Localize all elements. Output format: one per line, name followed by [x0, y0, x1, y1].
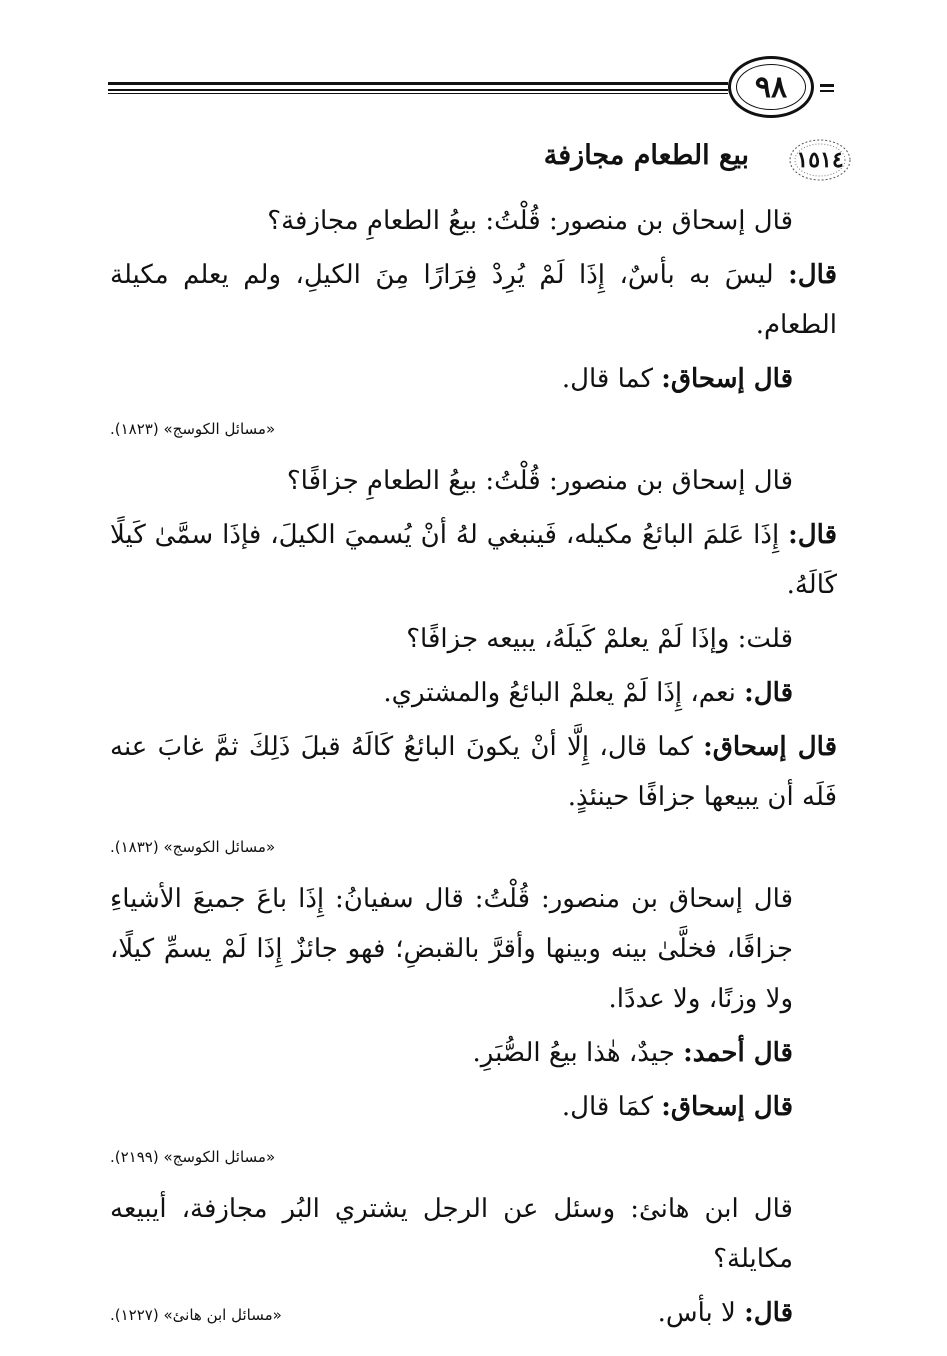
header-rule [108, 82, 728, 96]
section-number-ornament [787, 136, 853, 184]
paragraph: قال إسحاق بن منصور: قُلْتُ: قال سفيانُ: إِذَا باعَ جميعَ الأشياءِ جزافًا، فخلَّىٰ بينه وبينها وأقرَّ بالقبضِ؛ فهو جائزٌ إِذَا لَمْ يسمِّ كيلًا، ولا وزنًا، ولا عددًا. [110, 884, 793, 1014]
section-number: ١٥١٤ [796, 147, 844, 173]
section-heading [110, 130, 844, 190]
paragraph: قال أحمد: جيدٌ، هٰذا بيعُ الصُّبَرِ. [472, 1038, 793, 1068]
paragraph: قال: نعم، إِذَا لَمْ يعلمْ البائعُ والمشتري. [383, 678, 793, 708]
body-text [110, 196, 837, 1338]
header-rule-tail [820, 84, 834, 87]
paragraph: قال: ليسَ به بأسٌ، إِذَا لَمْ يُرِدْ فِرَارًا مِنَ الكيلِ، ولم يعلم مكيلة الطعام. [110, 260, 837, 340]
paragraph: قال: إِذَا عَلمَ البائعُ مكيله، فَينبغي لهُ أنْ يُسميَ الكيلَ، فإذَا سمَّىٰ كَيلًا كَالَهُ. [110, 520, 837, 600]
final-line [110, 1288, 837, 1338]
paragraph: قلت: وإذَا لَمْ يعلمْ كَيلَهُ، يبيعه جزافًا؟ [406, 624, 793, 654]
citation: «مسائل ابن هانئ» (١٢٢٧). [110, 1306, 282, 1324]
paragraph: قال ابن هانئ: وسئل عن الرجل يشتري البُر مجازفة، أيبيعه مكايلة؟ [110, 1194, 793, 1274]
citation: «مسائل الكوسج» (١٨٣٢). [110, 838, 276, 856]
header-rule-tail [820, 90, 834, 92]
section-title: بيع الطعام مجازفة [543, 140, 749, 171]
page-number: ٩٨ [754, 69, 788, 105]
paragraph: قال إسحاق بن منصور: قُلْتُ: بيعُ الطعامِ مجازفة؟ [267, 206, 793, 236]
paragraph: قال إسحاق: كما قال. [561, 364, 793, 394]
paragraph: قال إسحاق بن منصور: قُلْتُ: بيعُ الطعامِ جزافًا؟ [286, 466, 793, 496]
paragraph: قال: لا بأس. [657, 1298, 793, 1328]
page-number-badge [728, 56, 820, 122]
citation: «مسائل الكوسج» (٢١٩٩). [110, 1148, 276, 1166]
citation: «مسائل الكوسج» (١٨٢٣). [110, 420, 276, 438]
page-content [110, 130, 844, 1338]
paragraph: قال إسحاق: كمَا قال. [561, 1092, 793, 1122]
paragraph: قال إسحاق: كما قال، إِلَّا أنْ يكونَ البائعُ كَالَهُ قبلَ ذَلِكَ ثمَّ غابَ عنه فَلَه أن يبيعها جزافًا حينئذٍ. [110, 732, 837, 812]
